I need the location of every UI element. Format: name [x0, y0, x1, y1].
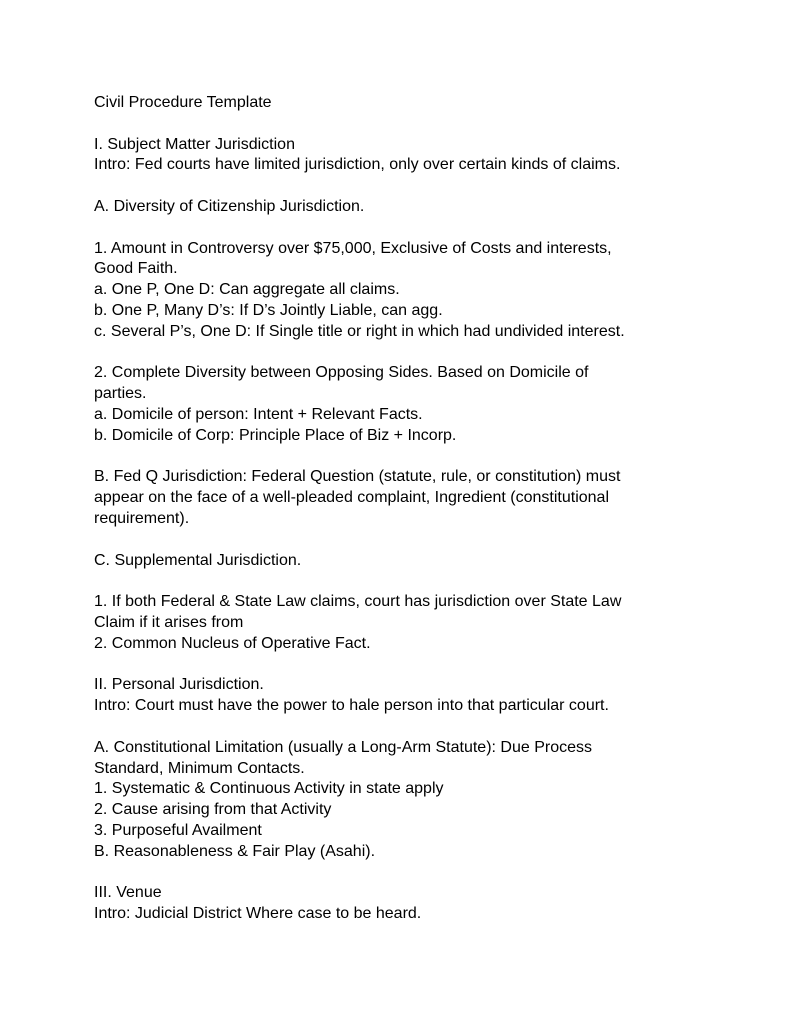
paragraph	[94, 467, 774, 529]
paragraph-spacer	[94, 176, 774, 197]
text-line: parties.	[94, 385, 147, 403]
text-line: 1. If both Federal & State Law claims, court has jurisdiction over State Law	[94, 593, 622, 611]
paragraph	[94, 675, 774, 717]
document-page	[94, 93, 774, 925]
paragraph	[94, 883, 774, 925]
text-line: a. One P, One D: Can aggregate all claims.	[94, 281, 400, 299]
paragraph-spacer	[94, 655, 774, 676]
text-line: B. Fed Q Jurisdiction: Federal Question (statute, rule, or constitution) must	[94, 468, 621, 486]
text-line: 1. Amount in Controversy over $75,000, Exclusive of Costs and interests,	[94, 239, 612, 257]
paragraph	[94, 363, 774, 446]
text-line: b. One P, Many D’s: If D’s Jointly Liable, can agg.	[94, 301, 443, 319]
paragraph-spacer	[94, 343, 774, 364]
text-line: II. Personal Jurisdiction.	[94, 676, 264, 694]
paragraph-spacer	[94, 717, 774, 738]
text-line: b. Domicile of Corp: Principle Place of Biz + Incorp.	[94, 426, 457, 444]
paragraph-spacer	[94, 114, 774, 135]
document-title: Civil Procedure Template	[94, 94, 272, 111]
text-line: C. Supplemental Jurisdiction.	[94, 551, 302, 569]
paragraph-spacer	[94, 571, 774, 592]
text-line: 2. Common Nucleus of Operative Fact.	[94, 634, 371, 652]
text-line: appear on the face of a well-pleaded complaint, Ingredient (constitutional	[94, 489, 609, 507]
text-line: A. Constitutional Limitation (usually a Long-Arm Statute): Due Process	[94, 738, 593, 756]
text-line: Standard, Minimum Contacts.	[94, 759, 305, 777]
text-line: c. Several P’s, One D: If Single title or right in which had undivided interest.	[94, 322, 625, 340]
paragraph	[94, 197, 774, 218]
document-body	[94, 114, 774, 925]
text-line: a. Domicile of person: Intent + Relevant Facts.	[94, 405, 423, 423]
paragraph-spacer	[94, 218, 774, 239]
text-line: Intro: Judicial District Where case to be heard.	[94, 905, 422, 923]
paragraph-spacer	[94, 530, 774, 551]
text-line: 1. Systematic & Continuous Activity in state apply	[94, 780, 444, 798]
text-line: Claim if it arises from	[94, 613, 244, 631]
text-line: 2. Complete Diversity between Opposing Sides. Based on Domicile of	[94, 364, 589, 382]
text-line: Good Faith.	[94, 260, 178, 278]
text-line: III. Venue	[94, 884, 162, 902]
text-line: requirement).	[94, 509, 190, 527]
paragraph	[94, 738, 774, 863]
paragraph	[94, 592, 774, 654]
paragraph	[94, 135, 774, 177]
text-line: Intro: Fed courts have limited jurisdiction, only over certain kinds of claims.	[94, 156, 621, 174]
paragraph	[94, 239, 774, 343]
text-line: 2. Cause arising from that Activity	[94, 801, 332, 819]
text-line: 3. Purposeful Availment	[94, 821, 262, 839]
text-line: A. Diversity of Citizenship Jurisdiction.	[94, 197, 365, 215]
text-line: B. Reasonableness & Fair Play (Asahi).	[94, 842, 376, 860]
paragraph-spacer	[94, 447, 774, 468]
text-line: I. Subject Matter Jurisdiction	[94, 135, 295, 153]
paragraph-spacer	[94, 862, 774, 883]
text-line: Intro: Court must have the power to hale person into that particular court.	[94, 697, 609, 715]
paragraph	[94, 551, 774, 572]
